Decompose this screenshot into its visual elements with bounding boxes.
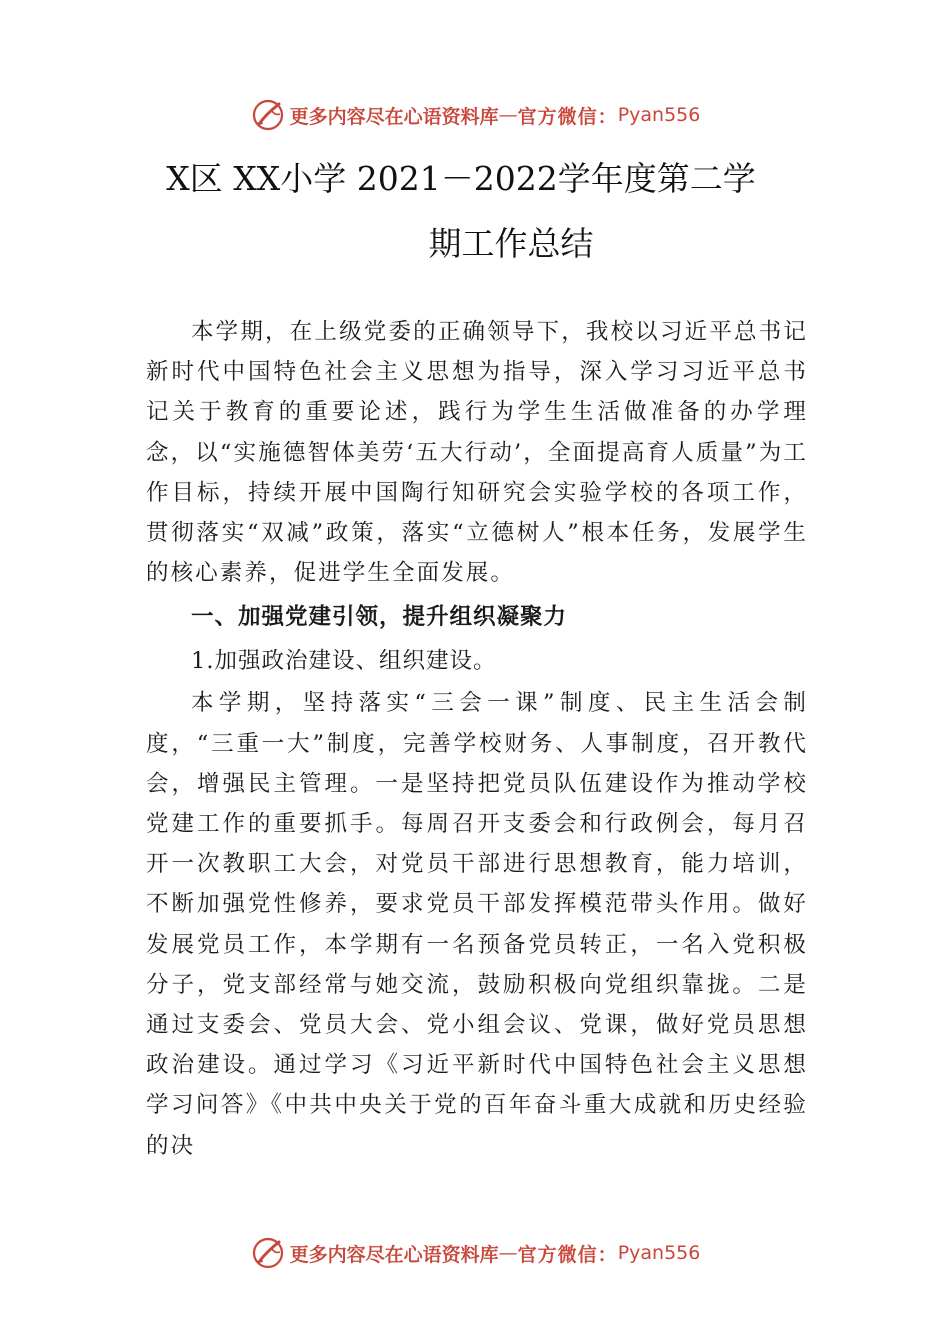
document-title-line-1: X区 XX小学 2021－2022学年度第二学 [166,159,756,198]
watermark-wechat-id: Pyan556 [617,104,701,126]
watermark-separator: — [498,1242,518,1264]
section-heading: 一、加强党建引领，提升组织凝聚力 [191,604,568,631]
brush-pen-logo-icon [250,97,286,133]
watermark-sub-text: 官方微信： [517,105,618,128]
watermark-main-text: 更多内容尽在心语资料库 [289,105,499,128]
document-body [146,312,808,1166]
watermark-sub-text: 官方微信： [517,1243,618,1266]
watermark-main-text: 更多内容尽在心语资料库 [289,1243,499,1266]
watermark-footer [0,1233,950,1273]
body-paragraph: 本学期，坚持落实“三会一课”制度、民主生活会制度，“三重一大”制度，完善学校财务、人事制度，召开教代会，增强民主管理。一是坚持把党员队伍建设作为推动学校党建工作的重要抓手。每周召开支委会和行政例会，每月召开一次教职工大会，对党员干部进行思想教育，能力培训，不断加强党性修养，要求党员干部发挥模范带头作用。做好发展党员工作，本学期有一名预备党员转正，一名入党积极分子，党支部经常与她交流，鼓励积极向党组织靠拢。二是通过支委会、党员大会、党小组会议、党课，做好党员思想政治建设。通过学习《习近平新时代中国特色社会主义思想学习问答》《中共中央关于党的百年奋斗重大成就和历史经验的决 [146,690,808,1159]
brush-pen-logo-icon [250,1235,286,1271]
watermark-separator: — [498,104,518,126]
document-title-line-2: 期工作总结 [428,224,594,263]
watermark-header [0,95,950,135]
subsection-heading: 1.加强政治建设、组织建设。 [191,648,497,675]
watermark-wechat-id: Pyan556 [617,1242,701,1264]
intro-paragraph: 本学期，在上级党委的正确领导下，我校以习近平总书记新时代中国特色社会主义思想为指导，深入学习习近平总书记关于教育的重要论述，践行为学生生活做准备的办学理念，以“实施德智体美劳‘五大行动’，全面提高育人质量”为工作目标，持续开展中国陶行知研究会实验学校的各项工作，贯彻落实“双减”政策，落实“立德树人”根本任务，发展学生的核心素养，促进学生全面发展。 [146,319,808,587]
